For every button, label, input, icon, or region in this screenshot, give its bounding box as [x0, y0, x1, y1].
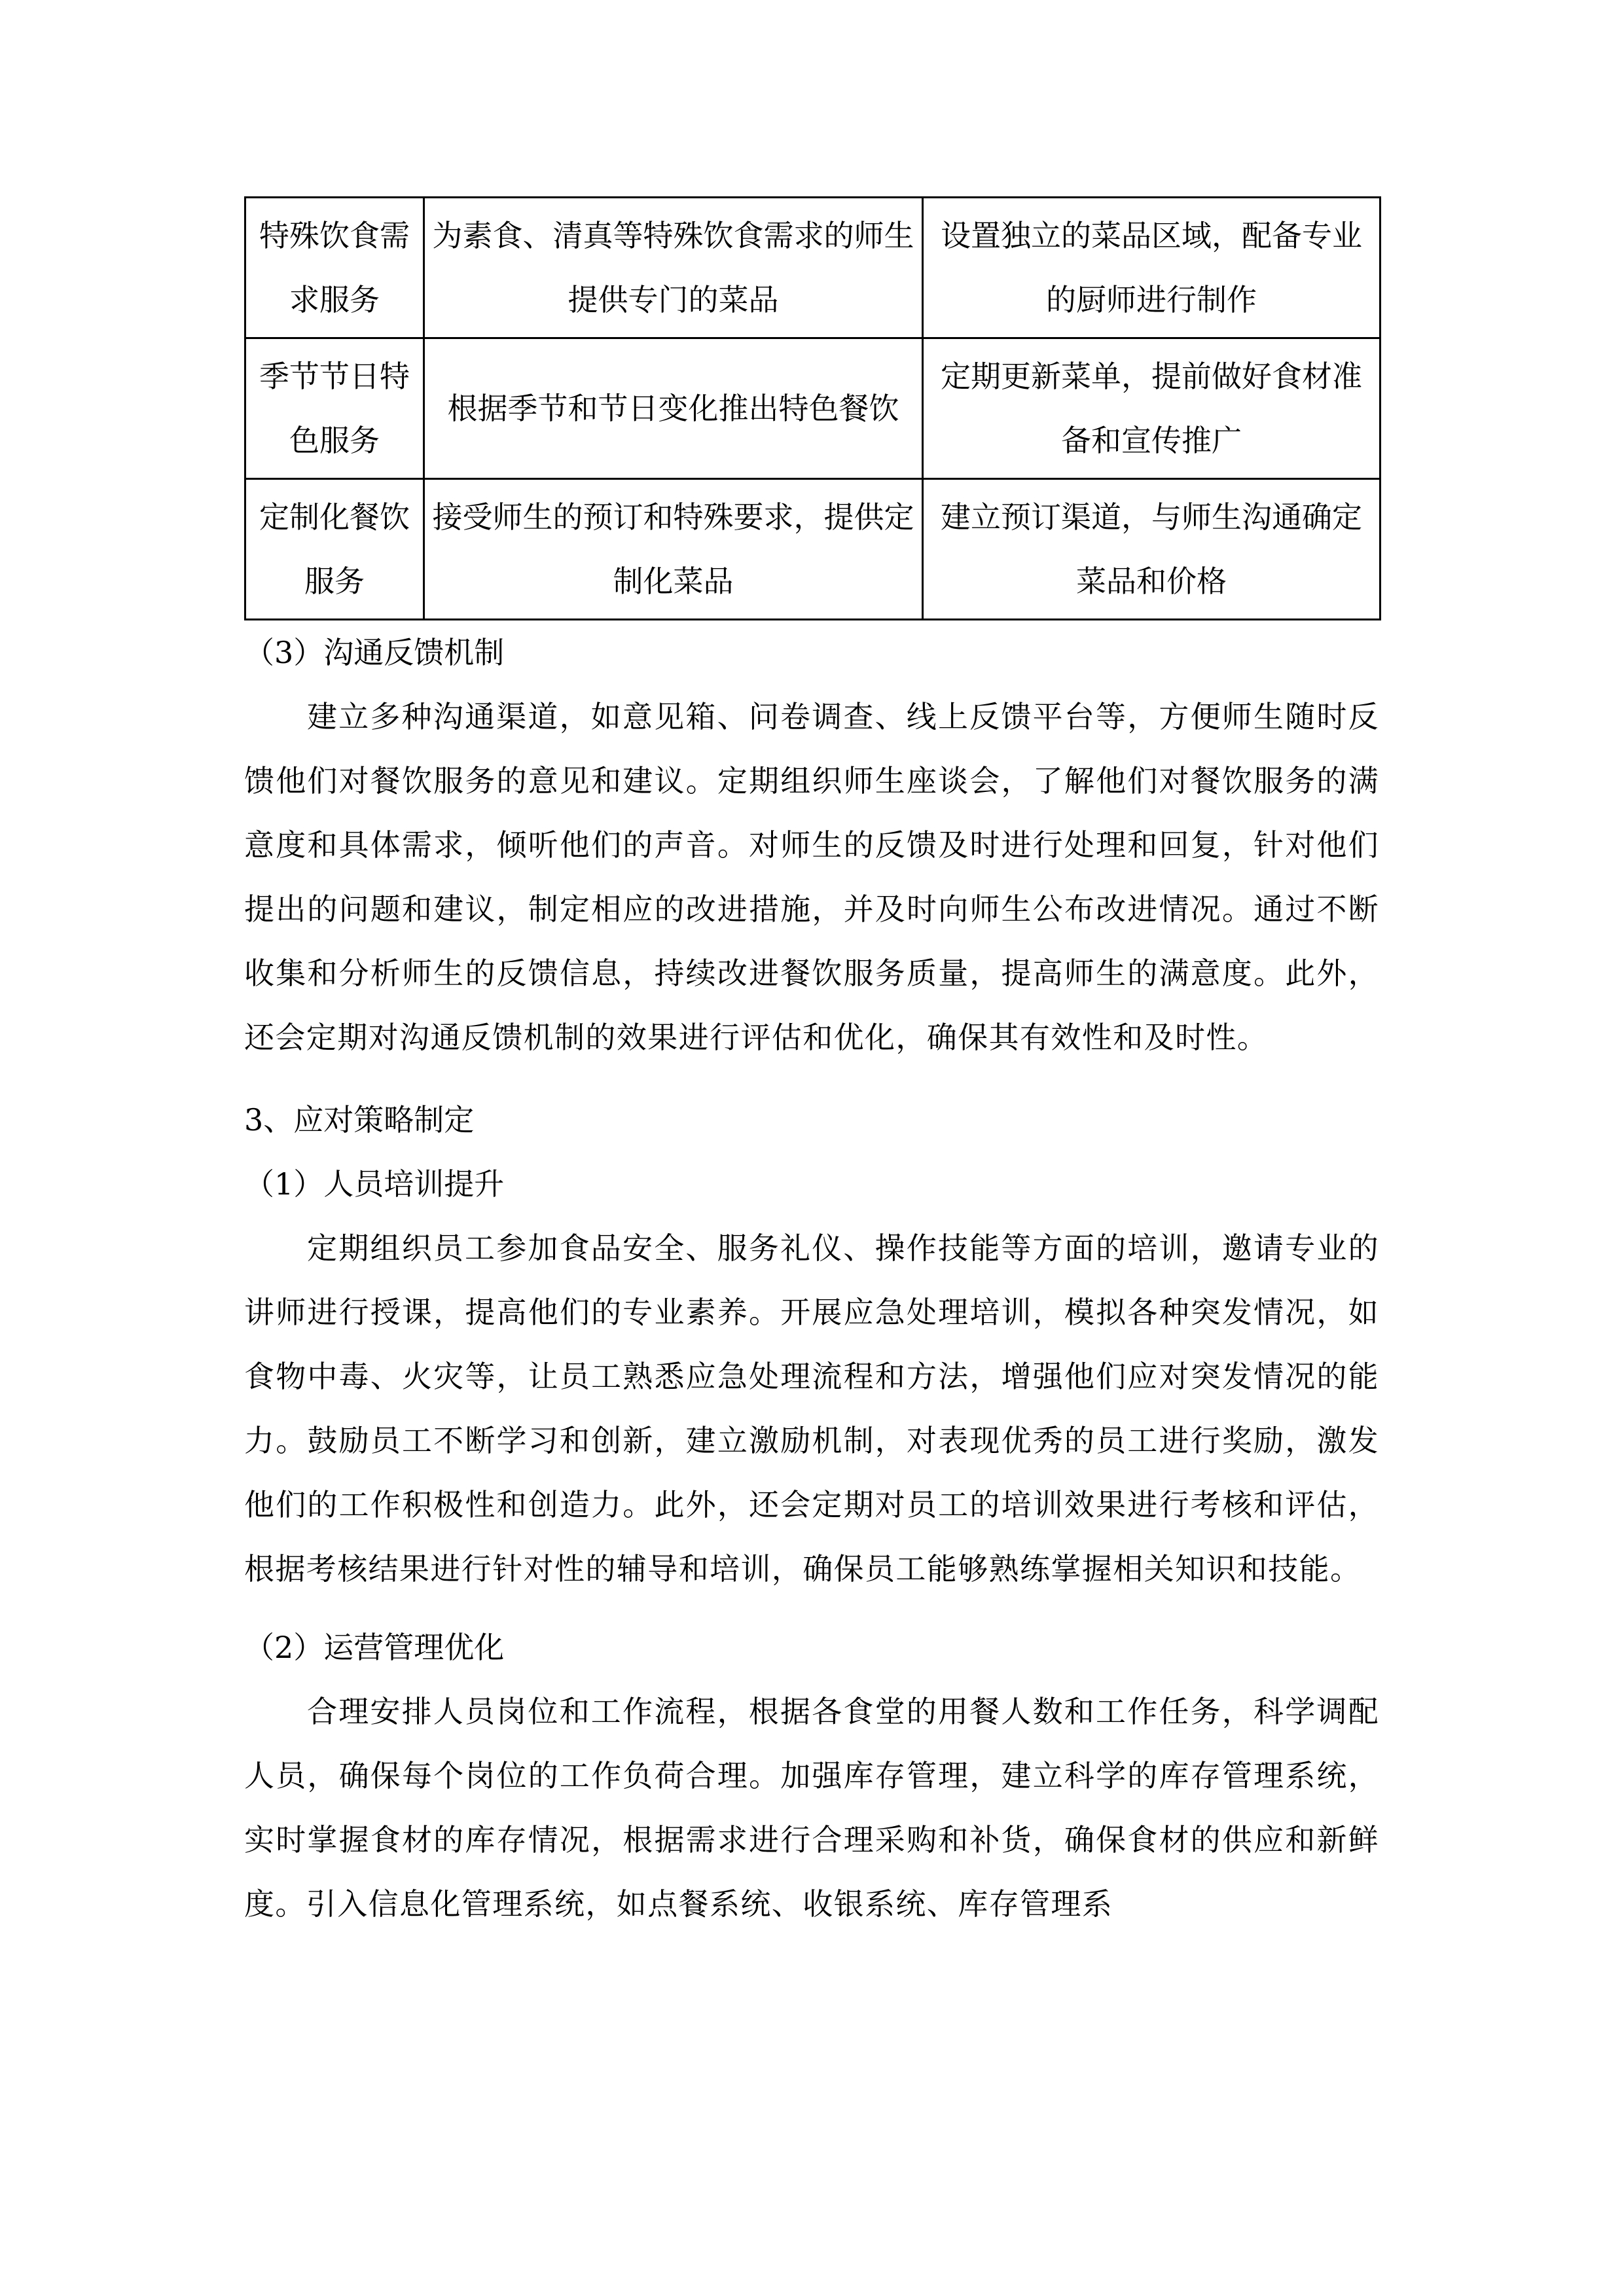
table-row: [245, 338, 1380, 479]
spacer: [244, 1601, 1379, 1615]
table-cell-service: 特殊饮食需求服务: [245, 198, 424, 338]
table-row: [245, 198, 1380, 338]
table-row: [245, 479, 1380, 620]
table-cell-measure: 建立预订渠道，与师生沟通确定菜品和价格: [923, 479, 1380, 620]
service-table: [244, 196, 1381, 620]
table-cell-measure: 定期更新菜单，提前做好食材准备和宣传推广: [923, 338, 1380, 479]
section-heading-training: （1）人员培训提升: [244, 1166, 505, 1202]
paragraph-training: 定期组织员工参加食品安全、服务礼仪、操作技能等方面的培训，邀请专业的讲师进行授课，提高他们的专业素养。开展应急处理培训，模拟各种突发情况，如食物中毒、火灾等，让员工熟悉应急处理流程和方法，增强他们应对突发情况的能力。鼓励员工不断学习和创新，建立激励机制，对表现优秀的员工进行奖励，激发他们的工作积极性和创造力。此外，还会定期对员工的培训效果进行考核和评估，根据考核结果进行针对性的辅导和培训，确保员工能够熟练掌握相关知识和技能。: [244, 1230, 1379, 1587]
paragraph-operations: 合理安排人员岗位和工作流程，根据各食堂的用餐人数和工作任务，科学调配人员，确保每个岗位的工作负荷合理。加强库存管理，建立科学的库存管理系统，实时掌握食材的库存情况，根据需求进行合理采购和补货，确保食材的供应和新鲜度。引入信息化管理系统，如点餐系统、收银系统、库存管理系: [244, 1694, 1379, 1922]
table-cell-service: 季节节日特色服务: [245, 338, 424, 479]
table-cell-description: 接受师生的预订和特殊要求，提供定制化菜品: [424, 479, 923, 620]
section-heading-feedback: （3）沟通反馈机制: [244, 635, 505, 670]
paragraph-feedback: 建立多种沟通渠道，如意见箱、问卷调查、线上反馈平台等，方便师生随时反馈他们对餐饮服务的意见和建议。定期组织师生座谈会，了解他们对餐饮服务的满意度和具体需求，倾听他们的声音。对师生的反馈及时进行处理和回复，针对他们提出的问题和建议，制定相应的改进措施，并及时向师生公布改进情况。通过不断收集和分析师生的反馈信息，持续改进餐饮服务质量，提高师生的满意度。此外，还会定期对沟通反馈机制的效果进行评估和优化，确保其有效性和及时性。: [244, 699, 1379, 1055]
table-cell-description: 根据季节和节日变化推出特色餐饮: [424, 338, 923, 479]
table-cell-description: 为素食、清真等特殊饮食需求的师生提供专门的菜品: [424, 198, 923, 338]
document-page: [244, 196, 1379, 1936]
section-heading-operations: （2）运营管理优化: [244, 1630, 505, 1665]
table-cell-service: 定制化餐饮服务: [245, 479, 424, 620]
spacer: [244, 1069, 1379, 1088]
section-heading-strategy: 3、应对策略制定: [244, 1102, 475, 1138]
table-cell-measure: 设置独立的菜品区域，配备专业的厨师进行制作: [923, 198, 1380, 338]
